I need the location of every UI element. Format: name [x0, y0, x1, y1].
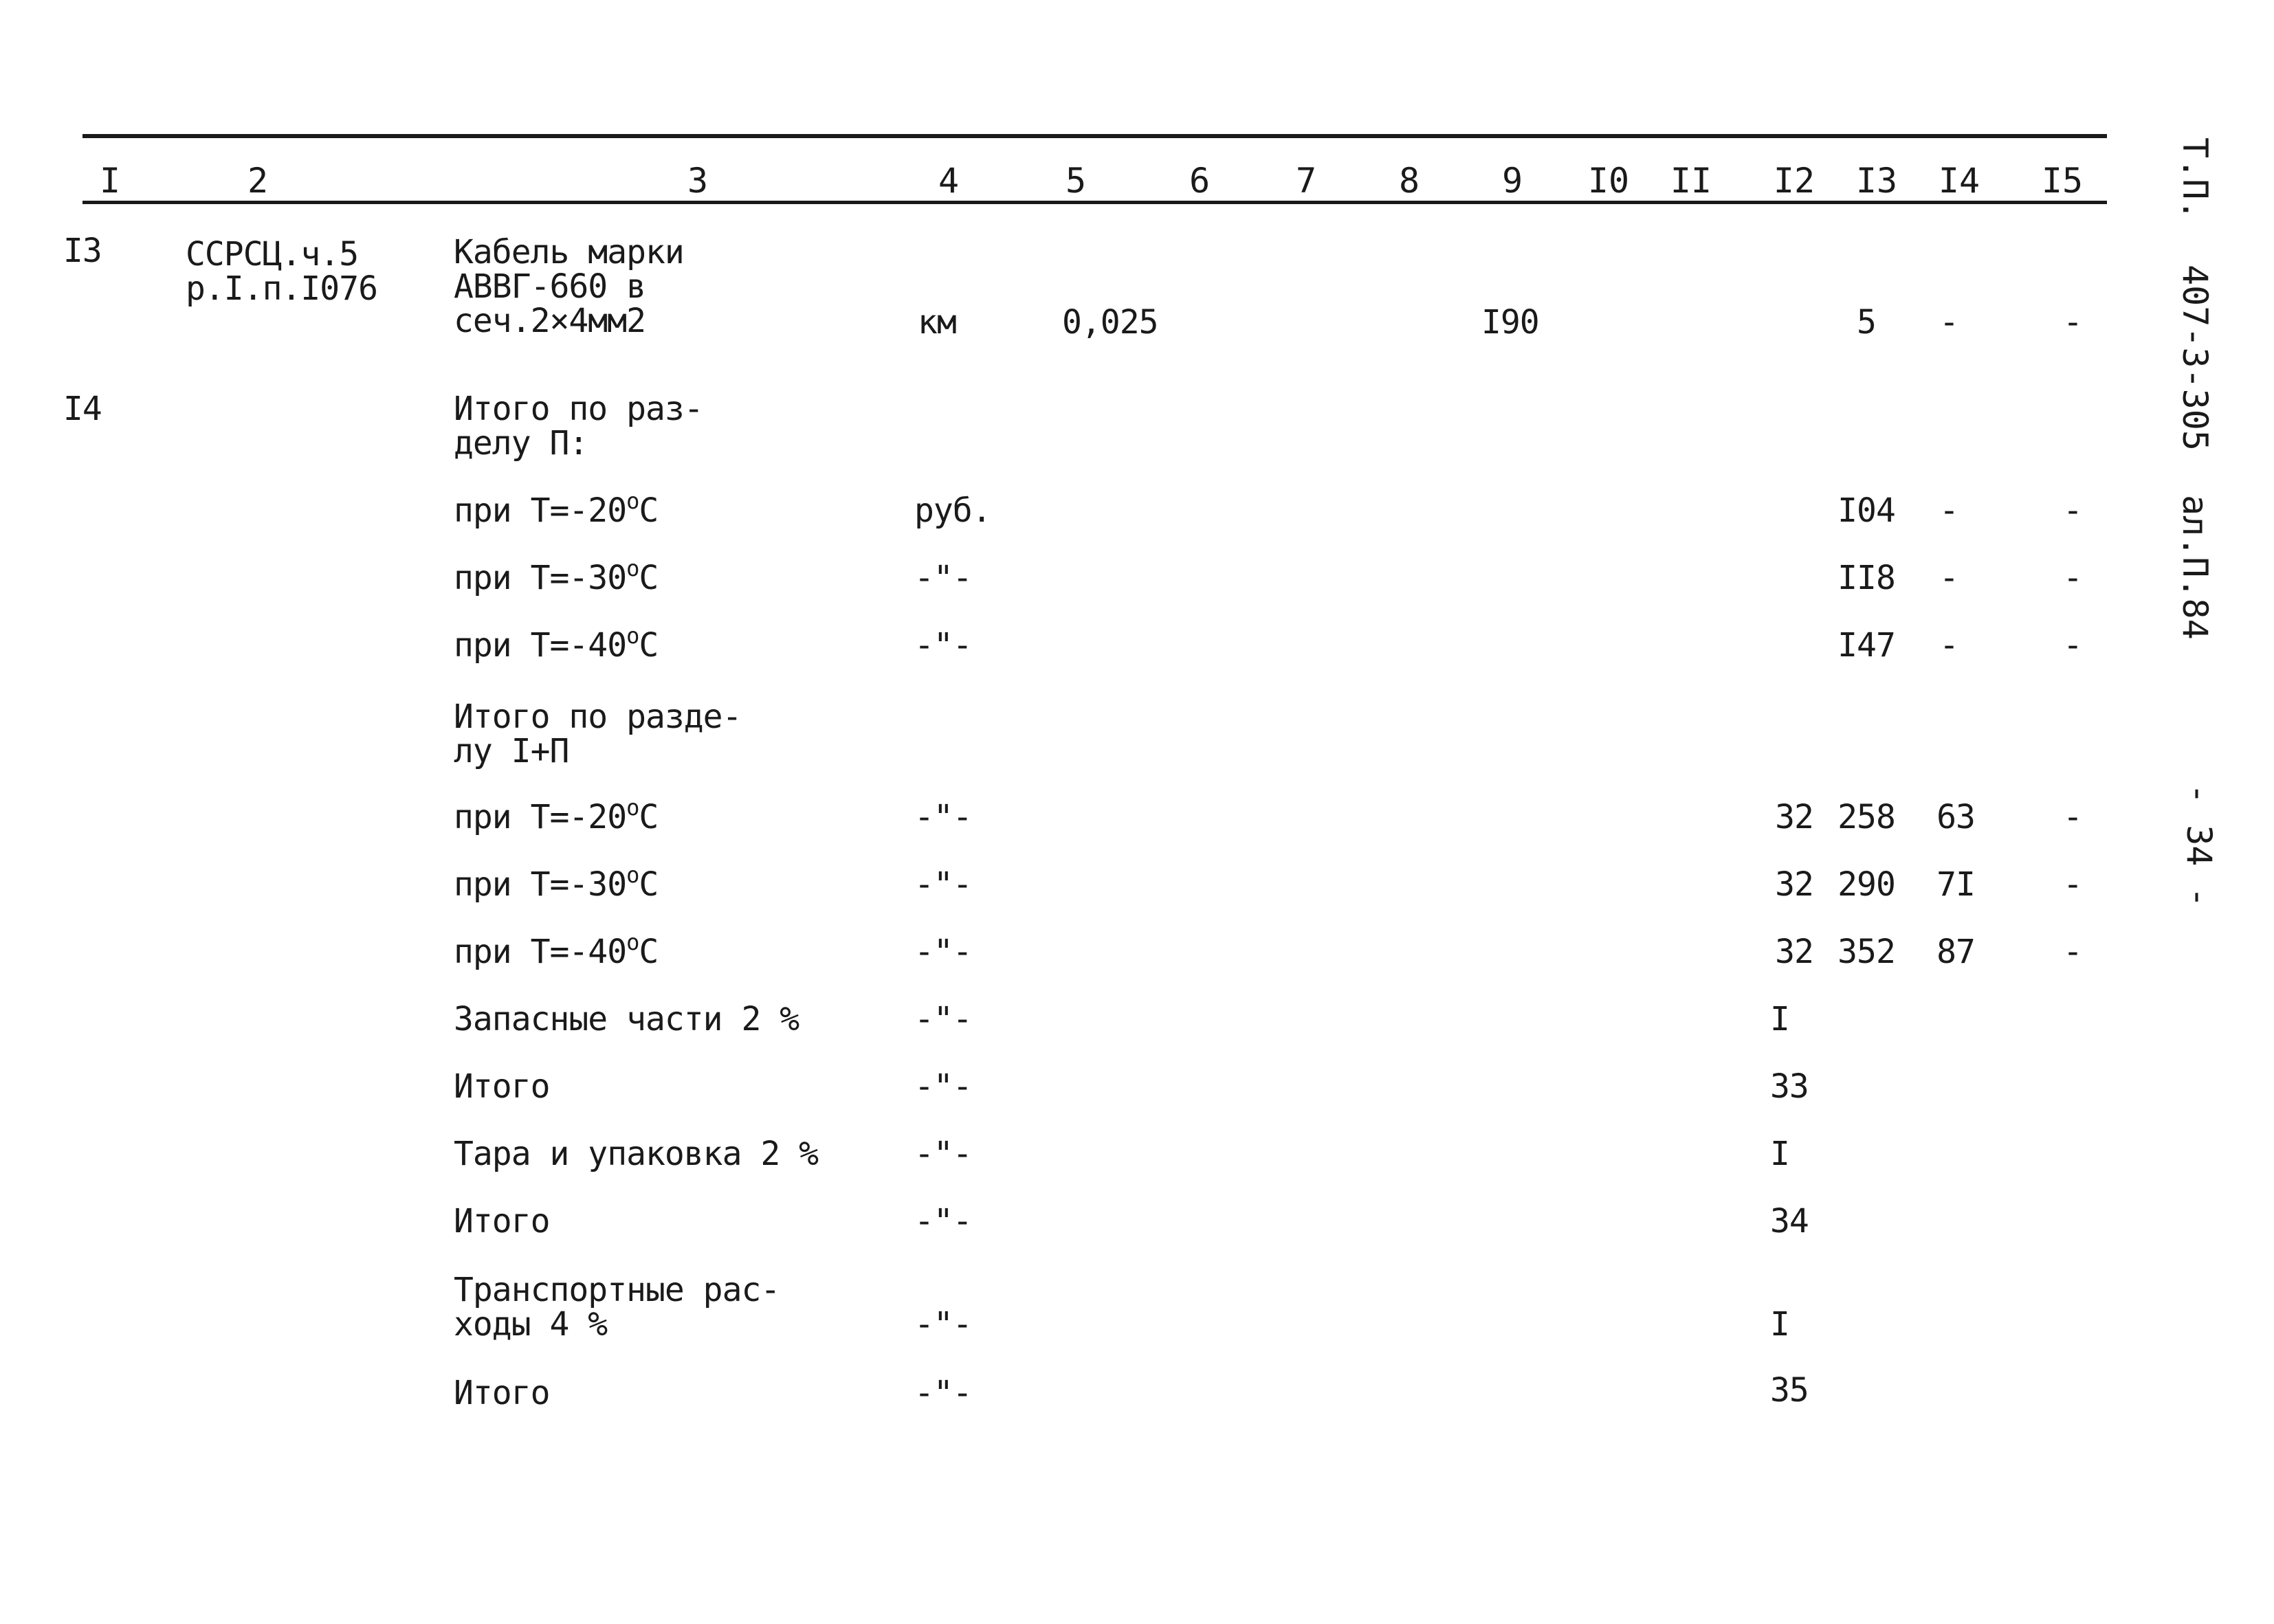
col-header-12: I2: [1773, 161, 1815, 201]
col13-cell: 258: [1837, 798, 1895, 836]
unit-cell: -"-: [914, 1305, 972, 1344]
item-label: Итого: [454, 1374, 550, 1412]
unit-cell: -"-: [914, 1135, 972, 1173]
col-header-8: 8: [1398, 161, 1420, 201]
col13-cell: 352: [1837, 933, 1895, 971]
col14-cell: -: [1939, 303, 1958, 342]
col12-cell: 34: [1770, 1202, 1809, 1241]
col15-cell: -: [2063, 798, 2082, 836]
col12-cell: 35: [1770, 1371, 1809, 1410]
row-number: I4: [63, 390, 102, 428]
description-cell: Кабель марки АВВГ-660 в сеч.2×4мм2: [454, 233, 684, 340]
degree-sign: o: [626, 794, 639, 821]
col5-cell: 0,025: [1062, 303, 1158, 342]
degree-sign: o: [626, 488, 639, 514]
item-label: Итого: [454, 1202, 550, 1241]
unit-cell: руб.: [914, 491, 991, 530]
degree-sign: o: [626, 862, 639, 888]
unit-cell: -"-: [914, 626, 972, 665]
unit-cell: -"-: [914, 865, 972, 904]
reference-cell: ССРСЦ.ч.5 р.I.п.I076: [186, 235, 377, 308]
header-bottom-rule: [82, 201, 2107, 204]
temperature-label: [454, 862, 659, 904]
col-header-13: I3: [1855, 161, 1898, 201]
temperature-label: [454, 555, 659, 597]
col-header-15: I5: [2041, 161, 2084, 201]
temperature-label: [454, 488, 659, 530]
col13-cell: I47: [1837, 626, 1895, 665]
col15-cell: -: [2063, 303, 2082, 342]
label-text: при Т=-20: [454, 798, 627, 836]
col-header-5: 5: [1065, 161, 1087, 201]
label-unit: С: [639, 798, 659, 836]
col-header-2: 2: [247, 161, 269, 201]
label-unit: С: [639, 491, 659, 530]
col12-cell: 33: [1770, 1067, 1809, 1106]
item-label: Тара и упаковка 2 %: [454, 1135, 819, 1173]
item-label: Транспортные рас- ходы 4 %: [454, 1271, 780, 1344]
col14-cell: -: [1939, 626, 1958, 665]
col15-cell: -: [2063, 559, 2082, 597]
label-text: при Т=-40: [454, 933, 627, 971]
col-header-11: II: [1670, 161, 1712, 201]
col-header-3: 3: [687, 161, 709, 201]
degree-sign: o: [626, 555, 639, 581]
unit-cell: -"-: [914, 798, 972, 836]
description-cell: Итого по раз- делу П:: [454, 390, 703, 463]
label-text: при Т=-30: [454, 865, 627, 904]
col-header-14: I4: [1938, 161, 1980, 201]
col14-cell: 87: [1936, 933, 1975, 971]
col12-cell: 32: [1775, 933, 1813, 971]
degree-sign: o: [626, 929, 639, 955]
page-number: - 34 -: [2179, 783, 2219, 908]
unit-cell: -"-: [914, 1000, 972, 1038]
unit-cell: км: [918, 303, 956, 342]
col13-cell: II8: [1837, 559, 1895, 597]
col12-cell: 32: [1775, 865, 1813, 904]
degree-sign: o: [626, 623, 639, 649]
col12-cell: I: [1770, 1000, 1789, 1038]
unit-cell: -"-: [914, 559, 972, 597]
col14-cell: -: [1939, 491, 1958, 530]
temperature-label: [454, 929, 659, 971]
unit-cell: -"-: [914, 933, 972, 971]
col-header-10: I0: [1587, 161, 1630, 201]
unit-cell: -"-: [914, 1067, 972, 1106]
doc-code-number: 407-3-305: [2175, 265, 2215, 451]
col12-cell: I: [1770, 1135, 1789, 1173]
item-label: Запасные части 2 %: [454, 1000, 799, 1038]
label-unit: С: [639, 559, 659, 597]
col14-cell: 7I: [1936, 865, 1975, 904]
col15-cell: -: [2063, 626, 2082, 665]
temperature-label: [454, 794, 659, 836]
temperature-label: [454, 623, 659, 665]
label-text: при Т=-20: [454, 491, 627, 530]
col14-cell: -: [1939, 559, 1958, 597]
col9-cell: I90: [1481, 303, 1539, 342]
doc-code-album: ал.П.84: [2175, 495, 2215, 640]
label-unit: С: [639, 865, 659, 904]
label-unit: С: [639, 933, 659, 971]
top-rule: [82, 134, 2107, 138]
doc-code-series: Т.П.: [2175, 137, 2215, 221]
col-header-4: 4: [938, 161, 960, 201]
col-header-7: 7: [1295, 161, 1317, 201]
item-label: Итого: [454, 1067, 550, 1106]
total-sections-label: Итого по разде- лу I+П: [454, 698, 742, 770]
col12-cell: I: [1770, 1305, 1789, 1344]
label-text: при Т=-30: [454, 559, 627, 597]
col15-cell: -: [2063, 865, 2082, 904]
label-text: при Т=-40: [454, 626, 627, 665]
col15-cell: -: [2063, 933, 2082, 971]
col13-cell: 5: [1857, 303, 1876, 342]
col13-cell: I04: [1837, 491, 1895, 530]
row-number: I3: [63, 232, 102, 270]
col15-cell: -: [2063, 491, 2082, 530]
unit-cell: -"-: [914, 1374, 972, 1412]
col13-cell: 290: [1837, 865, 1895, 904]
col-header-9: 9: [1501, 161, 1523, 201]
col-header-1: I: [99, 161, 121, 201]
unit-cell: -"-: [914, 1202, 972, 1241]
label-unit: С: [639, 626, 659, 665]
col14-cell: 63: [1936, 798, 1975, 836]
col12-cell: 32: [1775, 798, 1813, 836]
col-header-6: 6: [1189, 161, 1211, 201]
